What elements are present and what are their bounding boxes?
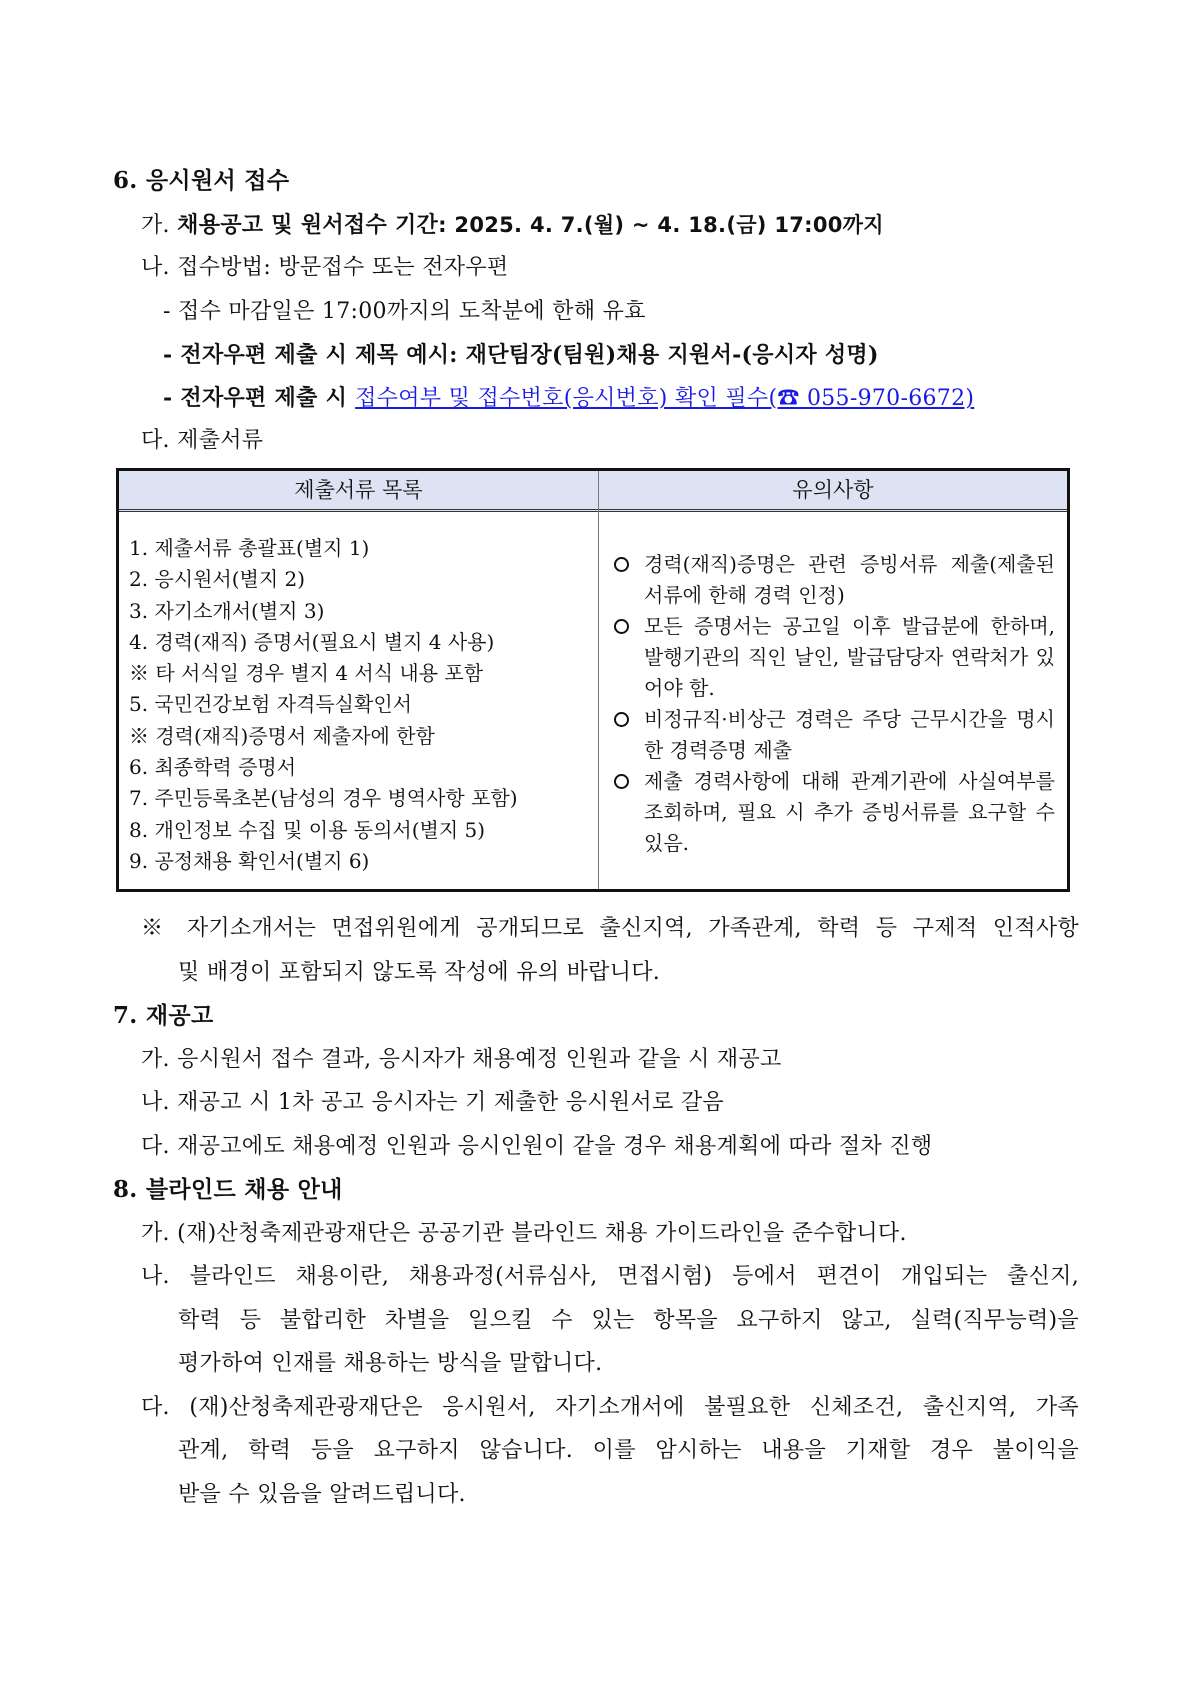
section-7-title: 7. 재공고 bbox=[113, 1002, 214, 1029]
note-item bbox=[610, 549, 1055, 611]
list-item: ※ 타 서식일 경우 별지 4 서식 내용 포함 bbox=[129, 661, 484, 686]
section-7-item-c: 다. 재공고에도 채용예정 인원과 응시인원이 같을 경우 채용계획에 따라 절차 진행 bbox=[141, 1134, 933, 1159]
list-item: 2. 응시원서(별지 2) bbox=[129, 567, 306, 592]
list-item: 5. 국민건강보험 자격득실확인서 bbox=[129, 692, 412, 717]
section-6-item-c: 다. 제출서류 bbox=[141, 428, 264, 453]
circle-bullet-icon bbox=[614, 774, 629, 789]
section-6-title: 6. 응시원서 접수 bbox=[113, 167, 290, 194]
item-a-prefix: 가. bbox=[141, 213, 178, 238]
section-8-item-b-line2: 학력 등 불합리한 차별을 일으킬 수 있는 항목을 요구하지 않고, 실력(직무능력)을 bbox=[178, 1308, 1079, 1333]
section-6-item-b1: - 접수 마감일은 17:00까지의 도착분에 한해 유효 bbox=[163, 299, 646, 324]
header-documents: 제출서류 목록 bbox=[294, 478, 423, 502]
documents-table bbox=[116, 468, 1070, 892]
note-item bbox=[610, 704, 1055, 766]
note-text: 비정규직·비상근 경력은 주당 근무시간을 명시한 경력증명 제출 bbox=[644, 707, 1055, 762]
circle-bullet-icon bbox=[614, 619, 629, 634]
list-item: 7. 주민등록초본(남성의 경우 병역사항 포함) bbox=[129, 786, 518, 811]
section-6-item-b: 나. 접수방법: 방문접수 또는 전자우편 bbox=[141, 255, 509, 280]
note-text: 제출 경력사항에 대해 관계기관에 사실여부를 조회하며, 필요 시 추가 증빙서류를 요구할 수 있음. bbox=[644, 769, 1055, 855]
list-item: 6. 최종학력 증명서 bbox=[129, 755, 297, 780]
list-item: 9. 공정채용 확인서(별지 6) bbox=[129, 848, 370, 873]
contact-info-link[interactable]: 접수여부 및 접수번호(응시번호) 확인 필수(☎ 055-970-6672) bbox=[355, 386, 975, 411]
note-item bbox=[610, 611, 1055, 704]
section-8-item-a: 가. (재)산청축제관광재단은 공공기관 블라인드 채용 가이드라인을 준수합니다. bbox=[141, 1221, 907, 1246]
list-item: 8. 개인정보 수집 및 이용 동의서(별지 5) bbox=[129, 817, 486, 842]
notice-line-1: ※ 자기소개서는 면접위원에게 공개되므로 출신지역, 가족관계, 학력 등 구제적 인적사항 bbox=[141, 916, 1079, 941]
table-header bbox=[119, 471, 1067, 512]
section-6-item-b2: - 전자우편 제출 시 제목 예시: 재단팀장(팀원)채용 지원서-(응시자 성명) bbox=[163, 342, 879, 368]
notice-line-2: 및 배경이 포함되지 않도록 작성에 유의 바랍니다. bbox=[178, 960, 661, 985]
section-6-item-a bbox=[141, 210, 884, 241]
column-divider bbox=[598, 471, 599, 889]
section-8-title: 8. 블라인드 채용 안내 bbox=[113, 1176, 343, 1203]
section-7-item-b: 나. 재공고 시 1차 공고 응시자는 기 제출한 응시원서로 갈음 bbox=[141, 1090, 724, 1115]
list-item: 4. 경력(재직) 증명서(필요시 별지 4 사용) bbox=[129, 629, 495, 654]
item-b3-prefix: - 전자우편 제출 시 bbox=[163, 385, 356, 411]
section-8-item-c-line3: 받을 수 있음을 알려드립니다. bbox=[178, 1482, 466, 1507]
circle-bullet-icon bbox=[614, 712, 629, 727]
header-notes: 유의사항 bbox=[792, 478, 874, 502]
item-a-bold: 채용공고 및 원서접수 기간 bbox=[177, 212, 439, 238]
list-item: 1. 제출서류 총괄표(별지 1) bbox=[129, 536, 370, 560]
section-8-item-c-line1: 다. (재)산청축제관광재단은 응시원서, 자기소개서에 불필요한 신체조건, 출신지역, 가족 bbox=[141, 1395, 1079, 1420]
note-item bbox=[610, 766, 1055, 859]
documents-list bbox=[129, 533, 518, 877]
section-8-item-c-line2: 관계, 학력 등을 요구하지 않습니다. 이를 암시하는 내용을 기재할 경우 불이익을 bbox=[178, 1438, 1079, 1463]
note-text: 경력(재직)증명은 관련 증빙서류 제출(제출된 서류에 한해 경력 인정) bbox=[644, 552, 1055, 607]
section-8-item-b-line1: 나. 블라인드 채용이란, 채용과정(서류심사, 면접시험) 등에서 편견이 개입되는 출신지, bbox=[141, 1264, 1079, 1289]
note-text: 모든 증명서는 공고일 이후 발급분에 한하며, 발행기관의 직인 날인, 발급담당자 연락처가 있어야 함. bbox=[644, 614, 1055, 700]
circle-bullet-icon bbox=[614, 557, 629, 572]
notes-list bbox=[610, 549, 1055, 859]
list-item: 3. 자기소개서(별지 3) bbox=[129, 598, 325, 623]
section-7-item-a: 가. 응시원서 접수 결과, 응시자가 채용예정 인원과 같을 시 재공고 bbox=[141, 1047, 782, 1072]
item-a-period: : 2025. 4. 7.(월) ~ 4. 18.(금) 17:00까지 bbox=[438, 213, 884, 237]
section-6-item-b3 bbox=[163, 383, 974, 414]
section-8-item-b-line3: 평가하여 인재를 채용하는 방식을 말합니다. bbox=[178, 1351, 603, 1376]
list-item: ※ 경력(재직)증명서 제출자에 한함 bbox=[129, 723, 435, 748]
